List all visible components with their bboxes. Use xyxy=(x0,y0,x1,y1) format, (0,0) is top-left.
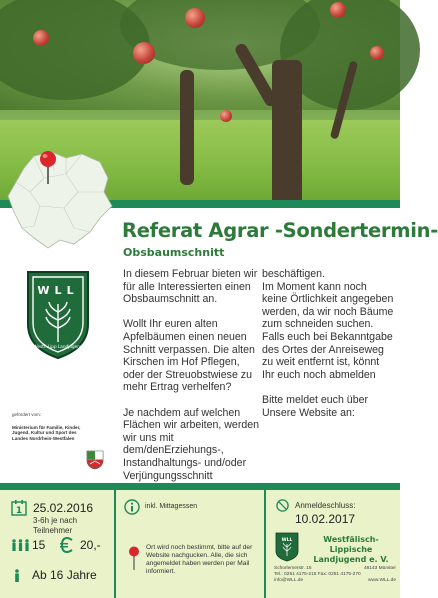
paragraph: Wollt Ihr euren alten Apfelbäumen einen neuen Schnitt verpassen. Die alten Kirschen im Hof Pflegen, oder der Streuobstwiese zu mehr Ertrag verhelfen? xyxy=(123,318,255,394)
footer-band xyxy=(0,483,400,490)
wll-logo xyxy=(22,268,94,360)
svg-text:1: 1 xyxy=(15,506,23,516)
body-column-right xyxy=(262,268,394,432)
website-link[interactable]: www.WLL.de xyxy=(368,578,396,584)
participant-count: 15 xyxy=(32,538,46,552)
phone-fax: Tel.: 0251 4175-215 Fax: 0251 4175-270 xyxy=(274,572,361,578)
nrw-map xyxy=(4,148,116,250)
footer-divider xyxy=(114,490,116,598)
deadline-label: Anmeldeschluss: xyxy=(295,501,356,510)
email-link[interactable]: info@WLL.de xyxy=(274,578,304,584)
location-note: Ort wird noch bestimmt, bitte auf der Website nachgucken. Alle, die sich angemeldet haben werden per Mail informiert. xyxy=(146,544,253,575)
location-pin-icon xyxy=(128,546,140,570)
logo-ring-text: Westf.-Lipp Landjugend xyxy=(33,344,83,349)
organization-name: Westfälisch-Lippische Landjugend e. V. xyxy=(313,535,389,564)
no-entry-icon xyxy=(276,499,289,512)
logo-letters: WLL xyxy=(37,284,79,297)
info-icon xyxy=(124,499,140,515)
location-pin-icon xyxy=(38,150,58,184)
minimum-age: Ab 16 Jahre xyxy=(32,568,97,582)
street: Schorlemerstr. 15 xyxy=(274,566,312,571)
page-subtitle: Obsbaumschnitt xyxy=(123,246,225,259)
address-block xyxy=(274,566,396,585)
person-icon xyxy=(12,569,22,582)
event-date: 25.02.2016 xyxy=(33,501,94,515)
wll-small-logo xyxy=(275,532,299,562)
body-column-left xyxy=(123,268,263,495)
deadline-date: 10.02.2017 xyxy=(295,512,356,526)
apple xyxy=(330,2,346,18)
paragraph: Je nachdem auf welchen Flächen wir arbeiten, werden wir uns mit dem/denErziehungs-, Instandhaltungs- und/oder Verjüngungsschnitt xyxy=(123,406,260,482)
footer-divider xyxy=(264,490,266,598)
apple xyxy=(185,8,205,28)
price: 20,- xyxy=(80,538,101,552)
logo-letters: WLL xyxy=(281,538,293,543)
funding-source-label: gefördert vom: xyxy=(12,412,42,417)
page-title: Referat Agrar -Sondertermin- xyxy=(122,219,438,242)
ministry-block xyxy=(12,412,122,441)
event-duration: 3-6h je nach Teilnehmer xyxy=(33,516,78,535)
apple xyxy=(220,110,232,122)
nrw-crest-icon xyxy=(86,450,104,470)
ministry-name: Ministerium für Familie, Kinder, Jugend, Kultur und Sport des Landes Nordrhein-Westfalen xyxy=(12,425,81,441)
paragraph: beschäftigen. Im Moment kann noch keine Örtlichkeit angegeben werden, da wir noch Bäume zum schneiden suchen. Falls euch bei Bekanntgabe des Ortes der Anreiseweg zu weit entfernt ist, könnt Ihr euch noch abmelden xyxy=(262,268,394,381)
paragraph: Bitte meldet euch über Unsere Website an: xyxy=(262,393,368,419)
euro-icon xyxy=(60,537,74,553)
meal-info: inkl. Mittagessen xyxy=(145,503,198,510)
city: 48143 Münster xyxy=(364,566,396,571)
apple xyxy=(33,30,49,46)
apple xyxy=(133,42,155,64)
paragraph: In diesem Februar bieten wir für alle Interessierten einen Obsbaumschnitt an. xyxy=(123,268,258,306)
apple xyxy=(370,46,384,60)
calendar-icon xyxy=(11,499,27,516)
people-icon xyxy=(11,539,30,551)
